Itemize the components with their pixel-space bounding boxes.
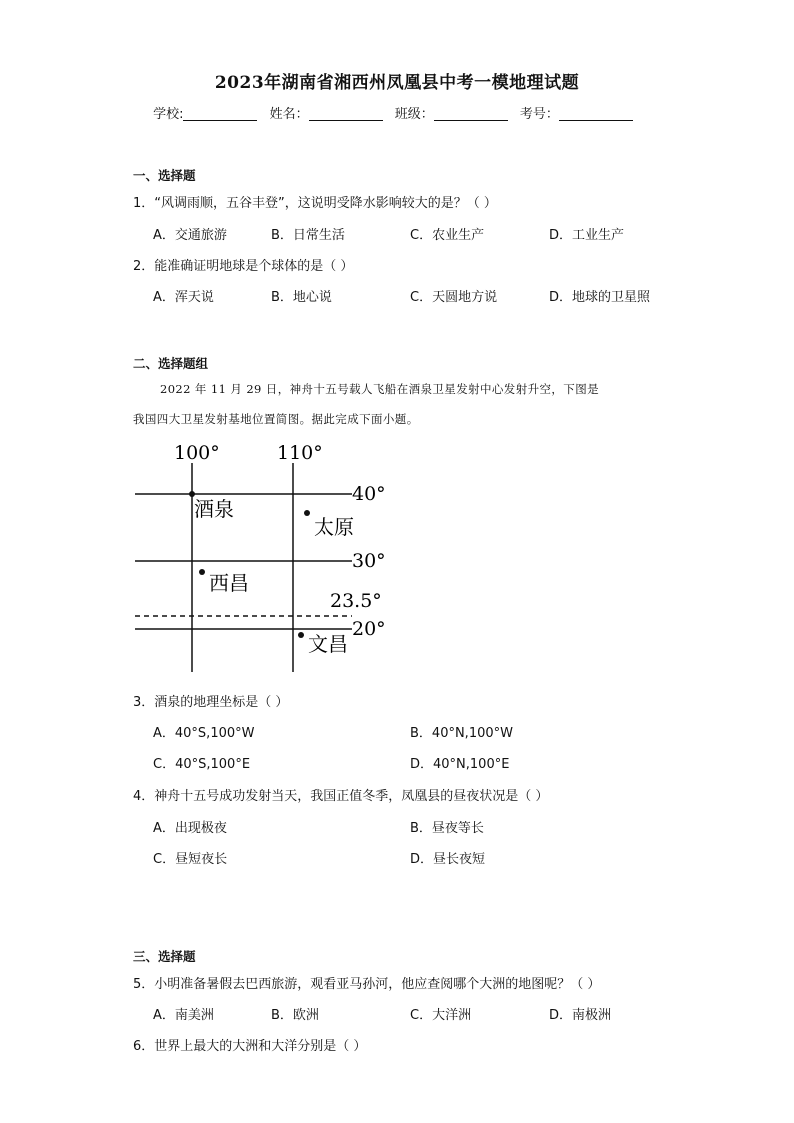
name-blank[interactable]	[309, 106, 383, 121]
question-5-stem: 5．小明准备暑假去巴西旅游，观看亚马孙河，他应查阅哪个大洲的地图呢？（ ）	[133, 977, 601, 992]
section-heading-3: 三、选择题	[133, 949, 196, 964]
class-label: 班级：	[394, 107, 434, 122]
lat-label-23-5: 23.5°	[330, 590, 382, 612]
question-1-option-b[interactable]: B．日常生活	[271, 228, 345, 243]
question-5-option-b[interactable]: B．欧洲	[271, 1008, 319, 1023]
question-2-stem: 2．能准确证明地球是个球体的是（ ）	[133, 259, 354, 274]
lat-label-30: 30°	[352, 550, 386, 572]
place-wenchang: 文昌	[308, 632, 348, 656]
question-4-option-d[interactable]: D．昼长夜短	[410, 852, 486, 867]
number-blank[interactable]	[559, 106, 633, 121]
number-label: 考号：	[519, 107, 559, 122]
lat-label-40: 40°	[352, 483, 386, 505]
section-heading-2: 二、选择题组	[133, 356, 209, 371]
question-2-option-c[interactable]: C．天圆地方说	[410, 290, 498, 305]
question-3-option-b[interactable]: B．40°N,100°W	[410, 726, 513, 741]
launch-site-map	[130, 438, 390, 676]
taiyuan-dot	[304, 510, 310, 516]
question-1-option-d[interactable]: D．工业生产	[549, 228, 625, 243]
question-2-option-a[interactable]: A．浑天说	[153, 290, 214, 305]
lon-label-110: 110°	[277, 442, 323, 464]
wenchang-dot	[298, 632, 304, 638]
class-blank[interactable]	[434, 106, 508, 121]
question-1-stem: 1．“风调雨顺，五谷丰登”，这说明受降水影响较大的是？（ ）	[133, 196, 497, 211]
student-info-line	[0, 103, 794, 122]
school-label: 学校:	[153, 107, 184, 122]
question-2-option-b[interactable]: B．地心说	[271, 290, 332, 305]
name-label: 姓名：	[269, 107, 309, 122]
question-5-option-c[interactable]: C．大洋洲	[410, 1008, 472, 1023]
question-3-stem: 3．酒泉的地理坐标是（ ）	[133, 695, 289, 710]
question-5-option-d[interactable]: D．南极洲	[549, 1008, 612, 1023]
school-blank[interactable]	[183, 106, 257, 121]
lon-label-100: 100°	[174, 442, 220, 464]
question-3-option-c[interactable]: C．40°S,100°E	[153, 757, 251, 772]
xichang-dot	[199, 569, 205, 575]
question-1-option-a[interactable]: A．交通旅游	[153, 228, 227, 243]
place-taiyuan: 太原	[314, 515, 354, 539]
place-jiuquan: 酒泉	[194, 497, 234, 521]
intro-line-1: 2022 年 11 月 29 日，神舟十五号载人飞船在酒泉卫星发射中心发射升空，下图是	[160, 382, 600, 396]
page-title: 2023年湖南省湘西州凤凰县中考一模地理试题	[214, 73, 580, 93]
intro-line-2: 我国四大卫星发射基地位置简图。据此完成下面小题。	[133, 412, 419, 426]
question-4-stem: 4．神舟十五号成功发射当天，我国正值冬季，凤凰县的昼夜状况是（ ）	[133, 789, 549, 804]
section-heading-1: 一、选择题	[133, 168, 196, 183]
question-4-option-b[interactable]: B．昼夜等长	[410, 821, 484, 836]
place-xichang: 西昌	[209, 571, 249, 595]
question-4-option-c[interactable]: C．昼短夜长	[153, 852, 228, 867]
question-5-option-a[interactable]: A．南美洲	[153, 1008, 214, 1023]
question-3-option-d[interactable]: D．40°N,100°E	[410, 757, 510, 772]
question-1-option-c[interactable]: C．农业生产	[410, 228, 485, 243]
question-6-stem: 6．世界上最大的大洲和大洋分别是（ ）	[133, 1039, 367, 1054]
question-4-option-a[interactable]: A．出现极夜	[153, 821, 227, 836]
question-3-option-a[interactable]: A．40°S,100°W	[153, 726, 255, 741]
lat-label-20: 20°	[352, 618, 386, 640]
question-2-option-d[interactable]: D．地球的卫星照	[549, 290, 651, 305]
